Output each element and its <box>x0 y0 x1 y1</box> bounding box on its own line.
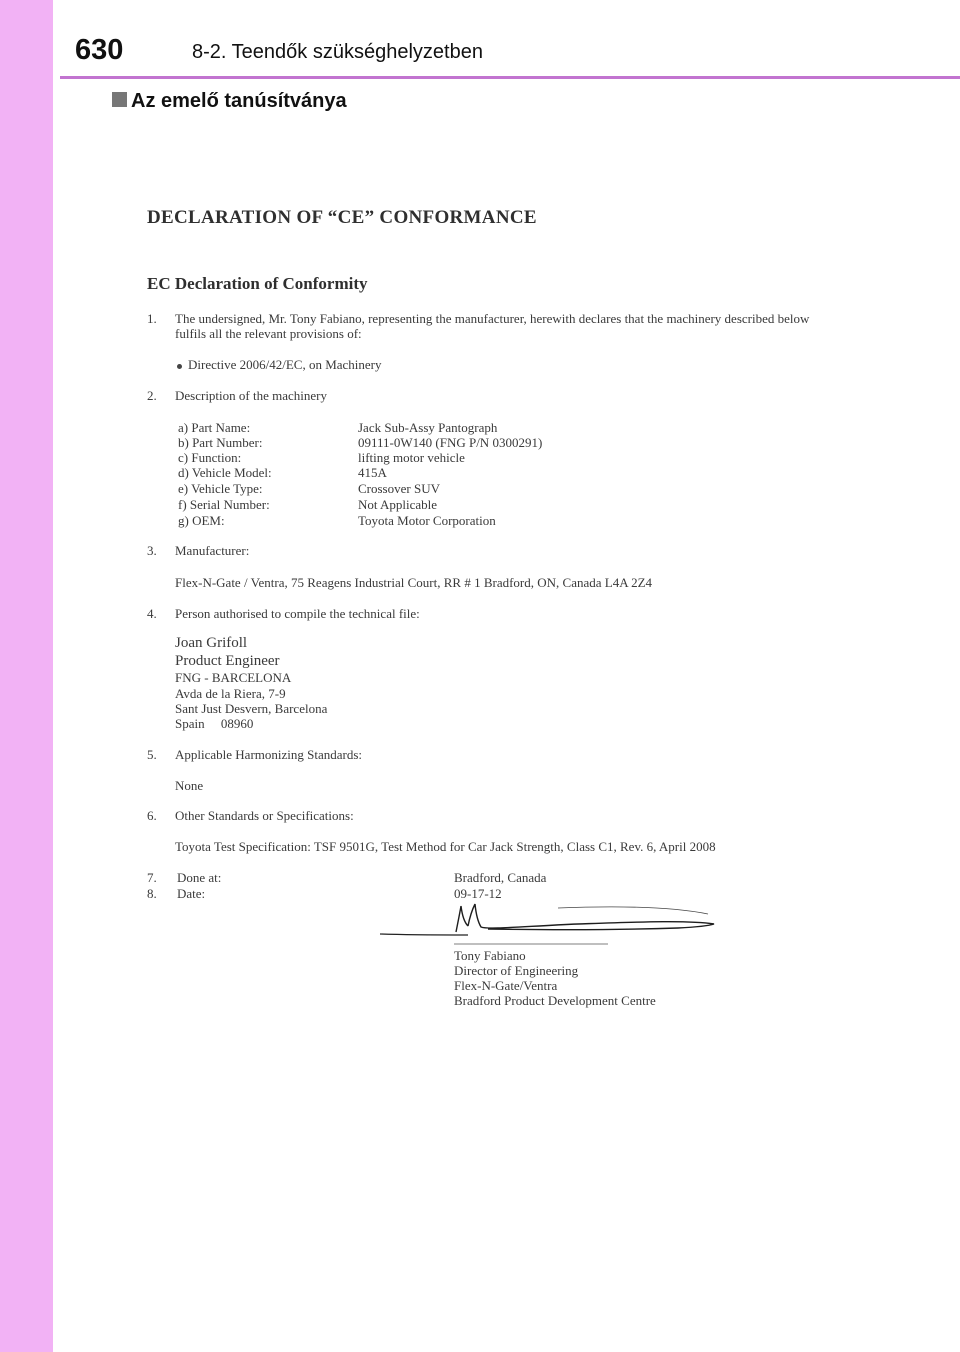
certificate-title: DECLARATION OF “CE” CONFORMANCE <box>147 207 537 228</box>
spec-key: f) Serial Number: <box>178 497 270 512</box>
item-number: 7. <box>147 870 157 885</box>
spec-value: 415A <box>358 465 387 480</box>
contact-role: Product Engineer <box>175 653 280 669</box>
item-number: 5. <box>147 747 157 762</box>
manufacturer-label: Manufacturer: <box>175 543 250 558</box>
spec-key: c) Function: <box>178 450 242 465</box>
spec-value: Jack Sub-Assy Pantograph <box>358 420 498 435</box>
test-specification: Toyota Test Specification: TSF 9501G, Test Method for Car Jack Strength, Class C1, Rev. 6, April 2008 <box>175 839 716 854</box>
done-at-label: Done at: <box>177 870 222 885</box>
date-value: 09-17-12 <box>454 886 502 901</box>
signatory-line: Flex-N-Gate/Ventra <box>454 978 558 993</box>
contact-address-line: Avda de la Riera, 7-9 <box>175 686 286 701</box>
certificate-subtitle: EC Declaration of Conformity <box>147 274 368 293</box>
signature-image <box>378 902 723 948</box>
declaration-text-line1: The undersigned, Mr. Tony Fabiano, representing the manufacturer, herewith declares that the machinery described below <box>175 311 810 326</box>
spec-key: b) Part Number: <box>178 435 263 450</box>
spec-value: Crossover SUV <box>358 481 440 496</box>
spec-value: 09111-0W140 (FNG P/N 0300291) <box>358 435 543 450</box>
section-heading-text: Az emelő tanúsítványa <box>131 90 347 112</box>
directive-text: Directive 2006/42/EC, on Machinery <box>188 357 382 372</box>
spec-key: d) Vehicle Model: <box>178 465 272 480</box>
page-number: 630 <box>75 34 124 66</box>
harmonizing-standards-label: Applicable Harmonizing Standards: <box>175 747 363 762</box>
spec-key: g) OEM: <box>178 513 225 528</box>
bullet-icon <box>177 364 182 369</box>
date-label: Date: <box>177 886 206 901</box>
spec-key: e) Vehicle Type: <box>178 481 263 496</box>
contact-name: Joan Grifoll <box>175 635 248 651</box>
spec-value: Toyota Motor Corporation <box>358 513 496 528</box>
declaration-text-line2: fulfils all the relevant provisions of: <box>175 326 362 341</box>
technical-file-label: Person authorised to compile the technical file: <box>175 606 420 621</box>
item-number: 8. <box>147 886 157 901</box>
other-standards-label: Other Standards or Specifications: <box>175 808 354 823</box>
spec-value: lifting motor vehicle <box>358 450 465 465</box>
signatory-line: Bradford Product Development Centre <box>454 993 656 1008</box>
item-number: 6. <box>147 808 157 823</box>
signatory-line: Director of Engineering <box>454 963 579 978</box>
manufacturer-address: Flex-N-Gate / Ventra, 75 Reagens Industrial Court, RR # 1 Bradford, ON, Canada L4A 2Z4 <box>175 575 653 590</box>
item-number: 4. <box>147 606 157 621</box>
contact-address-line: Sant Just Desvern, Barcelona <box>175 701 328 716</box>
chapter-title: 8-2. Teendők szükséghelyzetben <box>192 41 483 63</box>
spec-key: a) Part Name: <box>178 420 251 435</box>
done-at-value: Bradford, Canada <box>454 870 547 885</box>
spec-value: Not Applicable <box>358 497 438 512</box>
item-number: 1. <box>147 311 157 326</box>
harmonizing-standards-value: None <box>175 778 204 793</box>
machinery-description-label: Description of the machinery <box>175 388 327 403</box>
contact-address-line: FNG - BARCELONA <box>175 670 292 685</box>
signatory-line: Tony Fabiano <box>454 948 526 963</box>
item-number: 3. <box>147 543 157 558</box>
item-number: 2. <box>147 388 157 403</box>
contact-address-line: Spain 08960 <box>175 716 254 731</box>
